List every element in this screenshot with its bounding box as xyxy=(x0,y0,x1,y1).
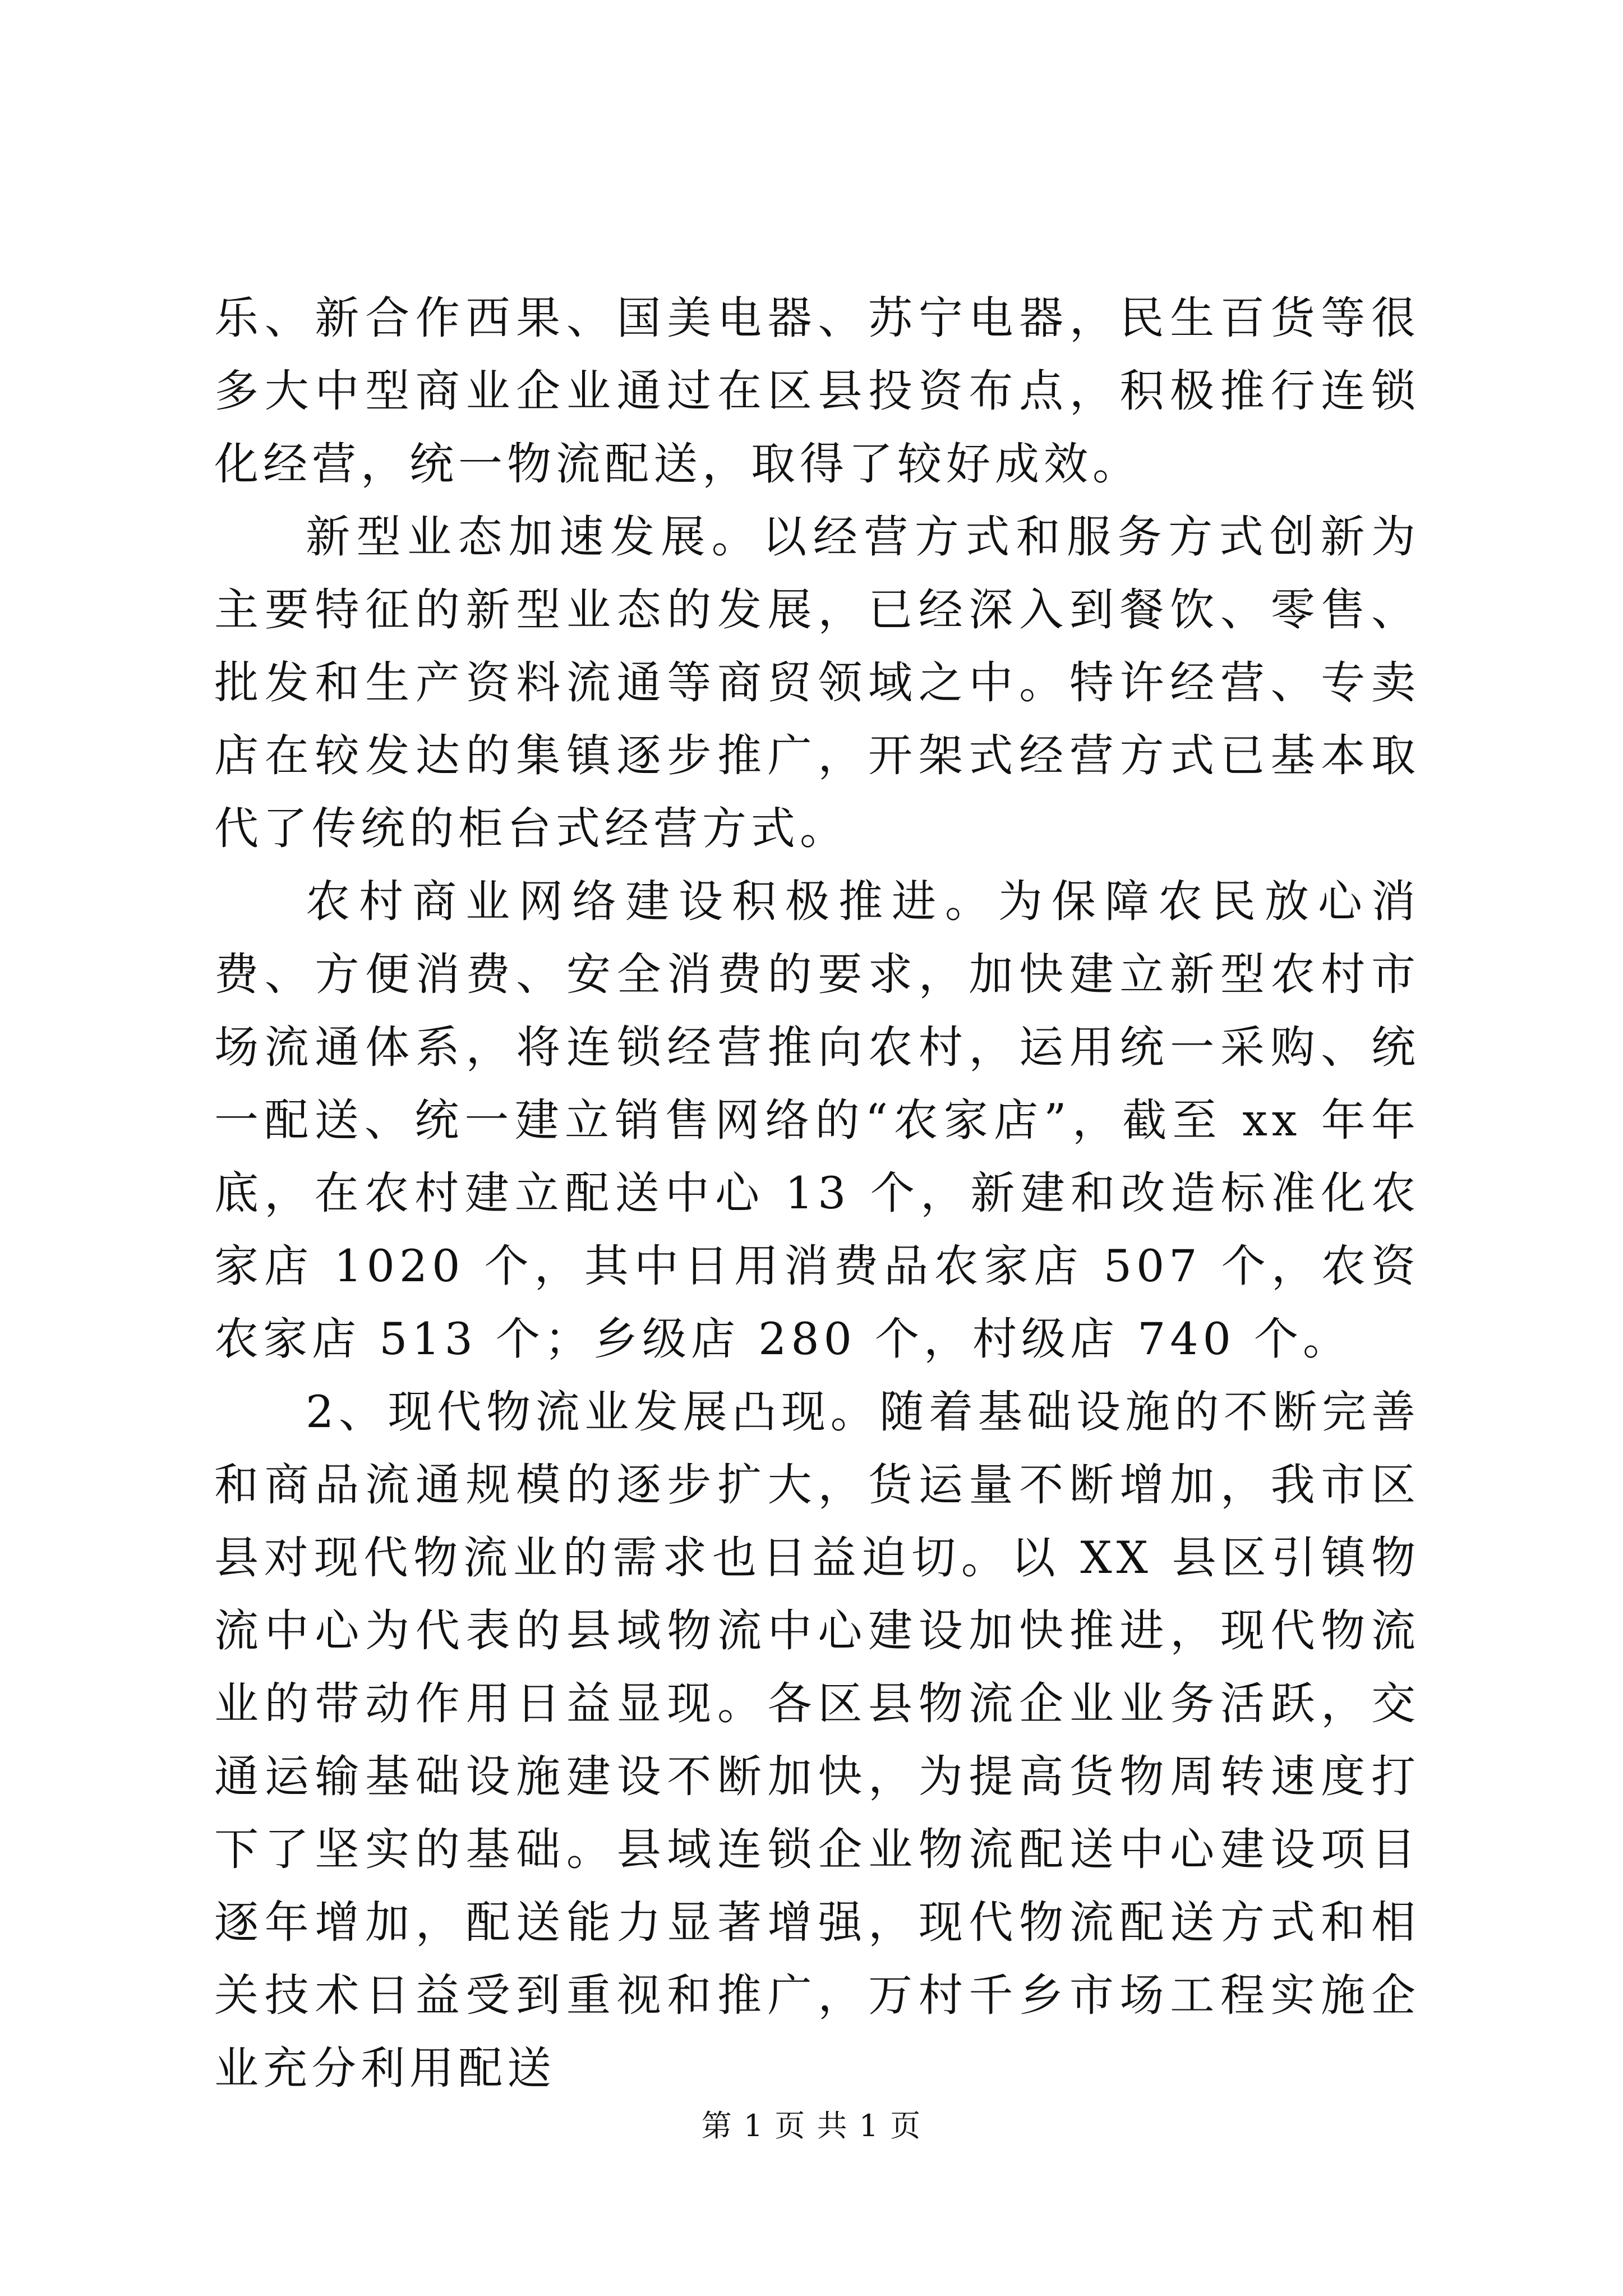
document-body xyxy=(214,282,1420,2105)
paragraph-3: 农村商业网络建设积极推进。为保障农民放心消费、方便消费、安全消费的要求，加快建立新型农村市场流通体系，将连锁经营推向农村，运用统一采购、统一配送、统一建立销售网络的“农家店”，截至 xx 年年底，在农村建立配送中心 13 个，新建和改造标准化农家店 1020 个，其中日用消费品农家店 507 个，农资农家店 513 个；乡级店 280 个，村级店 740 个。 xyxy=(214,876,1420,1365)
paragraph-2: 新型业态加速发展。以经营方式和服务方式创新为主要特征的新型业态的发展，已经深入到餐饮、零售、批发和生产资料流通等商贸领域之中。特许经营、专卖店在较发达的集镇逐步推广，开架式经营方式已基本取代了传统的柜台式经营方式。 xyxy=(214,511,1420,854)
paragraph-1: 乐、新合作西果、国美电器、苏宁电器，民生百货等很多大中型商业企业通过在区县投资布点，积极推行连锁化经营，统一物流配送，取得了较好成效。 xyxy=(214,292,1420,490)
paragraph-4: 2、现代物流业发展凸现。随着基础设施的不断完善和商品流通规模的逐步扩大，货运量不断增加，我市区县对现代物流业的需求也日益迫切。以 XX 县区引镇物流中心为代表的县域物流中心建设加快推进，现代物流业的带动作用日益显现。各区县物流企业业务活跃，交通运输基础设施建设不断加快，为提高货物周转速度打下了坚实的基础。县域连锁企业物流配送中心建设项目逐年增加，配送能力显著增强，现代物流配送方式和相关技术日益受到重视和推广，万村千乡市场工程实施企业充分利用配送 xyxy=(214,1386,1420,2094)
page-footer: 第 1 页 共 1 页 xyxy=(701,2108,922,2143)
